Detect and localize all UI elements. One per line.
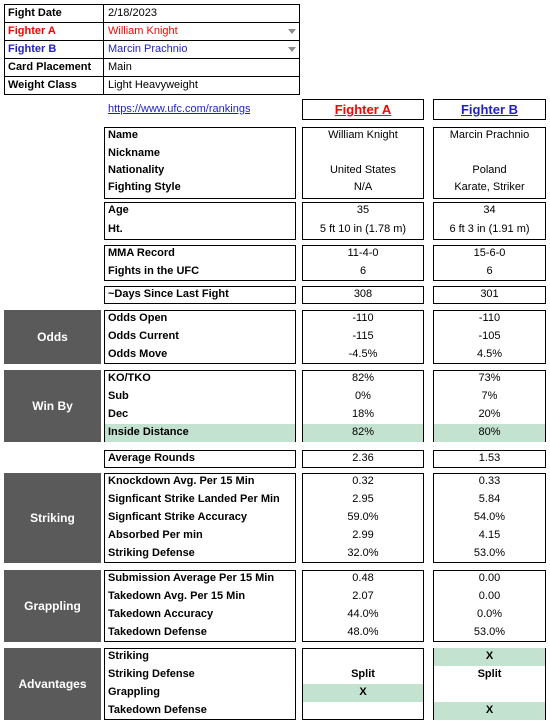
row-label: Ht. [108,223,123,235]
fighter-a-value: 308 [353,288,373,300]
fighter-b-value: Marcin Prachnio [449,129,530,141]
striking-section-header: Striking [4,473,101,563]
rankings-link[interactable]: https://www.ufc.com/rankings [108,103,251,115]
odds-section-header: Odds [4,310,101,364]
fighter-b-value: 0.00 [478,572,501,584]
weight-class-value[interactable]: Light Heavyweight [108,79,198,91]
fighter-b-value: 5.84 [478,493,501,505]
fight-date-value[interactable]: 2/18/2023 [108,7,157,19]
fighter-b-value: 80% [478,426,501,438]
fighter-b-value: 53.0% [473,626,506,638]
fighter-b-value: 20% [478,408,501,420]
row-label: Inside Distance [108,426,189,438]
fighter-b-value: Split [477,668,502,680]
fighter-b-value: 0.0% [476,608,503,620]
row-label: Knockdown Avg. Per 15 Min [108,475,255,487]
row-label: MMA Record [108,247,175,259]
row-label: Odds Open [108,312,168,324]
row-label: Odds Move [108,348,168,360]
winby-section-header: Win By [4,370,101,442]
advantages-section-header: Advantages [4,648,101,720]
fighter-a-value: 18% [351,408,375,420]
row-label: Age [108,204,129,216]
fighter-a-value: 44.0% [347,608,379,620]
fighter-b-value: 34 [483,204,496,216]
fighter-b-header [433,99,546,120]
fighter-a-value: 0% [355,390,371,402]
row-label: Striking Defense [108,668,195,680]
fighter-b-value: 0.33 [478,475,501,487]
row-label: Takedown Defense [108,626,207,638]
fighter-a-value: 82% [351,426,375,438]
chevron-down-icon[interactable] [288,29,296,34]
fighter-a-label: Fighter A [8,25,56,37]
row-label: Absorbed Per min [108,529,203,541]
row-label: Takedown Accuracy [108,608,214,620]
fighter-a-value: 0.48 [352,572,374,584]
fighter-a-value: 59.0% [347,511,379,523]
chevron-down-icon[interactable] [288,47,296,52]
row-label: Takedown Avg. Per 15 Min [108,590,246,602]
row-label: Nickname [108,147,160,159]
row-label: Signficant Strike Accuracy [108,511,247,523]
fighter-a-value: 32.0% [347,547,379,559]
fighter-b-value: 301 [480,288,499,300]
row-label: Grappling [108,686,160,698]
row-label: Fights in the UFC [108,265,200,277]
fighter-b-value: -105 [478,330,501,342]
row-label: KO/TKO [108,372,151,384]
fighter-a-value: N/A [353,181,373,193]
fighter-a-value: 2.95 [352,493,374,505]
row-label: Sub [108,390,129,402]
fighter-a-value: United States [329,164,397,176]
row-label: ~Days Since Last Fight [108,288,229,300]
row-label: Odds Current [108,330,179,342]
row-label: Submission Average Per 15 Min [108,572,275,584]
fighter-b-value: X [485,650,494,662]
weight-class-label: Weight Class [8,79,77,91]
fighter-b-value: 4.15 [478,529,501,541]
card-placement-label: Card Placement [8,61,92,73]
row-label: Signficant Strike Landed Per Min [108,493,280,505]
fighter-a-value: 35 [356,204,370,216]
row-label: Nationality [108,164,165,176]
fighter-b-value: X [485,704,494,716]
fighter-a-select[interactable]: William Knight [108,25,178,37]
fighter-b-value: 6 ft 3 in (1.91 m) [449,223,530,235]
grappling-section-header: Grappling [4,570,101,642]
fighter-a-value: William Knight [328,129,398,141]
fighter-a-value: 2.07 [352,590,374,602]
fighter-a-value: -115 [352,330,374,342]
fighter-b-value: 53.0% [473,547,506,559]
fighter-a-value: 2.36 [352,452,374,464]
fighter-b-value: 1.53 [478,452,501,464]
fighter-a-value: Split [351,668,375,680]
fighter-b-select[interactable]: Marcin Prachnio [108,43,188,55]
row-label: Striking [108,650,149,662]
row-label: Takedown Defense [108,704,207,716]
card-placement-value[interactable]: Main [108,61,132,73]
fighter-b-header-text: Fighter B [460,102,519,117]
fighter-b-value: 15-6-0 [473,247,506,259]
fighter-b-value: 73% [478,372,501,384]
fighter-b-value: 4.5% [476,348,503,360]
fighter-b-label: Fighter B [8,43,57,55]
fighter-a-value: X [359,686,367,698]
row-label: Name [108,129,138,141]
fighter-b-value: 6 [486,265,493,277]
fighter-b-value: 54.0% [473,511,506,523]
fighter-a-value: 2.99 [352,529,374,541]
fighter-a-value: 5 ft 10 in (1.78 m) [319,223,407,235]
row-label: Average Rounds [108,452,196,464]
fighter-b-value: -110 [478,312,501,324]
fighter-b-value: Karate, Striker [454,181,525,193]
fighter-a-value: 48.0% [347,626,379,638]
fighter-a-header [302,99,424,120]
fighter-a-value: 11-4-0 [347,247,379,259]
fighter-a-value: 82% [351,372,375,384]
fight-date-label: Fight Date [8,7,62,19]
fighter-a-value: -4.5% [348,348,378,360]
row-label: Fighting Style [108,181,181,193]
fighter-b-value: 7% [481,390,498,402]
fighter-a-header-text: Fighter A [334,102,392,117]
row-label: Dec [108,408,129,420]
row-label: Striking Defense [108,547,195,559]
fighter-a-value: 6 [359,265,367,277]
fight-info-table [4,4,300,95]
fighter-b-value: Poland [472,164,507,176]
fighter-a-value: 0.32 [352,475,374,487]
fighter-a-value: -110 [352,312,374,324]
fighter-b-value: 0.00 [478,590,501,602]
